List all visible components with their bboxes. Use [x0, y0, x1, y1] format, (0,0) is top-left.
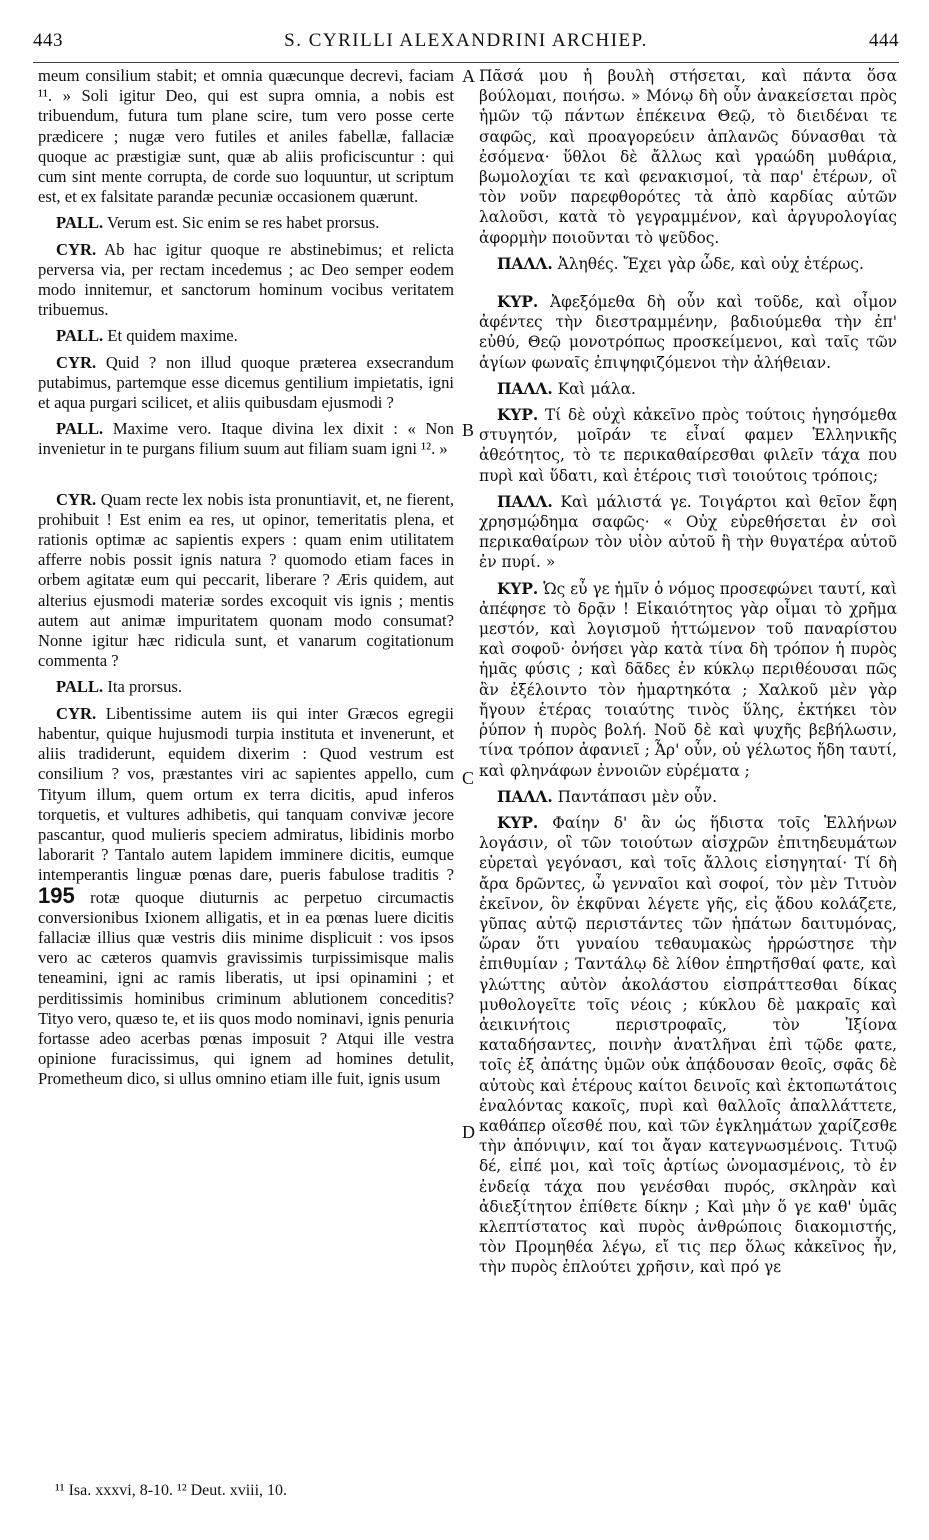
running-header — [33, 30, 899, 60]
paragraph-text: Φαίην δ' ἂν ὡς ἥδιστα τοῖς Ἑλλήνων λογάσιν, οἳ τῶν τοιούτων αἰσχρῶν ἐπιτηδευμάτων εὑρεταὶ γεγόνασι, καὶ τοῖς ἄλλοις εἰσηγηταί· Τί δὴ ἄρα δρῶντες, ὦ γενναῖοι καὶ σοφοί, τὸν μὲν Τιτυὸν ἐκεῖνον, ὃν ἐκφῦναι λέγετε γῆς, εἰς ᾅδου κολάζετε, γῦπας αὐτῷ περιστάντες τῶν ἡπάτων δαιτυμόνας, ὥραν ὅτι γυναίου τεθαυμακὼς ἠρρώστησε τὴν ἐπιθυμίαν ; Ταντάλῳ δὲ λίθον ἐπηρτῆσθαί φατε, καὶ γλώττης αὐτὸν ἀκολάστου εἰσπράττεσθαι δίκας μυθολογεῖτε τοῖς νέοις ; κύκλου δὲ μακραῖς καὶ ἀεικινήτοις περιστροφαῖς, τὸν Ἰξίονα καταδήσαντες, ποινὴν ἀνατλῆναι ἐπὶ τῷδε φατε, τοῖς ἐξ ἀπάτης ὑμῶν οὐκ ἀπᾴδουσαν θεοῖς, σφᾶς δὲ αὐτοὺς καὶ ἑτέρους καίτοι δεινοῖς καὶ ἐκτοπωτάτοις ἐναλόντας κακοῖς, πυρὶ καὶ θαλλοῖς ἀπαλλάττετε, καθάπερ οἴεσθέ που, καὶ τῶν ἐγκλημάτων χαρίζεσθε τὴν ἀπόνιψιν, καί τοι ἄγαν κατεγνωσμένοις. Τιτυῷ δέ, εἰπέ μοι, καὶ τοῖς ἀρτίως ὠνομασμένοις, τὸ ἐν ἐνδείᾳ τάχα που γενέσθαι πυρός, σκληρὰν καὶ ἀδιεξίτητον ἐπίθετε δίκην ; Καὶ μὴν ὅ γε καθ' ὑμᾶς κλεπτίστατος καὶ πυρὸς ἀνθρώποις διακομιστής, τὸν Προμηθέα λέγω, εἴ τις περ ὅλως κἀκεῖνος ἦν, τὴν πυρὸς ἐπλούτει χρῆσιν, καὶ πρό γε — [479, 813, 897, 1277]
speaker-label: ΠΑΛΛ. — [497, 254, 553, 273]
running-title: S. CYRILLI ALEXANDRINI ARCHIEP. — [284, 30, 648, 51]
speaker-label: PALL. — [56, 213, 104, 233]
column-number: 195 — [38, 882, 75, 908]
latin-paragraph — [38, 490, 454, 672]
latin-paragraph — [38, 353, 454, 414]
paragraph-text: Quid ? non illud quoque præterea exsecrandum putabimus, partemque esse dicemus gentilium impietatis, igni et aqua purgari scilicet, et aliis quibusdam ejusmodi ? — [38, 352, 454, 413]
paragraph-text: Τί δὲ οὐχὶ κἀκεῖνο πρὸς τούτοις ἡγησόμεθα στυγητόν, μοῖράν τε εἶναί φαμεν Ἑλληνικῆς ἀθεότητος, τὸ τε περικαθαίρεσθαι φιλεῖν τάχα που πυρὶ καὶ ὕδατι, καὶ ἑτέροις τισὶ τοιούτοις τρόποις; — [479, 406, 897, 485]
latin-paragraph — [38, 704, 454, 1090]
latin-paragraph — [38, 326, 454, 346]
latin-paragraph — [38, 240, 454, 321]
footnotes: ¹¹ Isa. xxxvi, 8-10. ¹² Deut. xviii, 10. — [55, 1482, 288, 1499]
latin-paragraph — [38, 677, 454, 697]
latin-paragraph — [38, 213, 454, 233]
paragraph-text: Καὶ μάλα. — [557, 379, 636, 398]
paragraph-text: Καὶ μάλιστά γε. Τοιγάρτοι καὶ θεῖον ἔφη χρησμῴδημα σαφῶς· « Οὐχ εὑρεθήσεται ἐν σοὶ περικαθαίρων τὸν υἱὸν αὐτοῦ ἢ τὴν θυγατέρα αὐτοῦ ἐν πυρί. » — [479, 492, 897, 572]
greek-paragraph — [479, 405, 897, 486]
paragraph-text: Maxime vero. Itaque divina lex dixit : « Non invenietur in te purgans filium suum aut filiam suam igni ¹². » — [38, 419, 454, 459]
paragraph-text: Παντάπασι μὲν οὖν. — [557, 787, 718, 806]
paragraph-text: Verum est. Sic enim se res habet prorsus. — [107, 213, 380, 233]
speaker-label: CYR. — [56, 489, 97, 509]
greek-paragraph — [479, 292, 897, 373]
speaker-label: CYR. — [56, 703, 97, 723]
greek-paragraph — [479, 787, 897, 807]
latin-paragraph: meum consilium stabit; et omnia quæcunque decrevi, faciam ¹¹. » Soli igitur Deo, qui est supra omnia, a nobis est tribuendum, futura tum plane scire, tum vero posse certe prædicere ; nugæ vero futiles et aniles fabellæ, fallaciæ quoque ac præstigiæ sunt, quæ ab aliis proficiscuntur : qui cum sint mente corrupta, de corde suo loquuntur, ut scriptum est, et ex falsitate parandæ pecuniæ occasionem quærunt. — [38, 66, 454, 207]
header-rule — [33, 62, 899, 63]
paragraph-text: Ab hac igitur quoque re abstinebimus; et relicta perversa via, per rectam incedemus ; ac Deo semper eodem modo innitemur, et sanctorum hominum vocibus veritatem tribuemus. — [38, 239, 454, 320]
speaker-label: CYR. — [56, 352, 97, 372]
greek-column — [479, 66, 897, 1284]
latin-paragraph — [38, 419, 454, 459]
greek-paragraph — [479, 492, 897, 573]
greek-paragraph — [479, 813, 897, 1278]
paragraph-text: rotæ quoque diuturnis ac perpetuo circumactis conversionibus Ixionem alligatis, et in ea pœnas luere dicitis fallaciæ illius quæ vestris diis minime displicuit : vos ipsos vero ac cæteros quamvis gravissimis turpissimisque malis teneamini, igni ac ramis liberatis, ut ipsi opinamini ; et perditissimis hominibus criminum ablutionem conceditis? Tityo vero, quæso te, et iis quos modo nominavi, ignis penuria fortasse adeo acerbas pœnas imposuit ? Atqui ille vestra opinione furacissimus, qui ignem ad homines detulit, Prometheum dico, si ullus omnino etiam ille fuit, ignis usum — [38, 887, 455, 1089]
paragraph-text: Ita prorsus. — [107, 677, 182, 697]
latin-column — [38, 66, 454, 1096]
paragraph-text: Libentissime autem iis qui inter Græcos egregii habentur, quique hujusmodi turpia instituta et invenerunt, et aliis tradiderunt, equidem dixerim : Quod vestrum est consilium ? vos, præstantes viri ac sapientes appello, cum Tityum illum, quem ortum ex terra dicitis, apud inferos torquetis, et vultures adhibetis, qui tanquam convivæ jecore pascantur, quod mulieris speciem admiratus, libidinis morbo laborarit ? Tantalo autem lapidem imminere dicitis, eumque intemperantis linguæ pœnas dare, pueris fabulose traditis ? — [38, 703, 454, 885]
greek-paragraph: Πᾶσά μου ἡ βουλὴ στήσεται, καὶ πάντα ὅσα βούλομαι, ποιήσω. » Μόνῳ δὴ οὖν ἀνακείσεται πρὸς ἡμῶν τῷ πάντων ἐπέκεινα Θεῷ, τὸ διειδέναι τε σαφῶς, καὶ προαγορεύειν ἀπλανῶς δύνασθαι τὰ ἐσόμενα· ὕθλοι δὲ ἄλλως καὶ γραώδη μυθάρια, βωμολοχίαι τε καὶ φενακισμοί, τὰ παρ' ἑτέρων, οἳ τὸν νοῦν παρεφθορότες τὰ ἀπὸ καρδίας αὐτῶν λαλοῦσι, κατὰ τὸ γεγραμμένον, καὶ ἀργυρολογίας ἀφορμὴν ποιοῦνται τὸ ψεῦδος. — [479, 67, 897, 247]
paragraph-text: Ἀφεξόμεθα δὴ οὖν καὶ τοῦδε, καὶ οἶμον ἀφέντες τὴν διεστραμμένην, βαδιούμεθα τὴν ἐπ' εὐθύ, Θεῷ μονοτρόπως προσκείμενοι, καὶ ταῖς τῶν ἁγίων φωναῖς ἐπιψηφιζόμενοι τὴν ἀλήθειαν. — [479, 293, 897, 372]
speaker-label: ΚΥΡ. — [497, 579, 539, 598]
speaker-label: PALL. — [56, 419, 104, 439]
speaker-label: CYR. — [56, 239, 97, 259]
greek-paragraph — [479, 254, 897, 274]
margin-letter-d: D — [462, 1122, 475, 1142]
speaker-label: PALL. — [56, 326, 104, 346]
speaker-label: PALL. — [56, 677, 104, 697]
margin-letter-c: C — [462, 768, 475, 788]
margin-letter-b: B — [462, 420, 475, 440]
page-number-left: 443 — [33, 30, 63, 51]
paragraph-text: Ὡς εὖ γε ἡμῖν ὁ νόμος προσεφώνει ταυτί, καὶ ἀπέφησε τὸ δρᾷν ! Εἰκαιότητος γὰρ οἶμαι τὸ χρῆμα μεστόν, καὶ λογισμοῦ ἡττώμενον τοῦ παναρίστου καὶ σοφοῦ· ὀνήσει γὰρ κατὰ τίνα δὴ τρόπον ἡ πυρὸς ἡμᾶς φύσις ; καὶ δᾶδες ἐν κύκλῳ περιθέουσαι πῶς ἂν ἐξέλοιντο τὸν ἡμαρτηκότα ; Χαλκοῦ μὲν γὰρ ἤγουν ἑτέρας τοιαύτης τινὸς ὕλης, ἐκτήκει τὸν ῥύπον ἡ πυρὸς βολή. Νοῦ δὲ καὶ ψυχῆς βεβήλωσιν, τίνα τρόπον ἀφανιεῖ ; Ἆρ' οὖν, οὐ γέλωτος ἤδη ταυτί, καὶ φληνάφων ἐννοιῶν εὑρέματα ; — [479, 579, 897, 780]
speaker-label: ΠΑΛΛ. — [497, 787, 553, 806]
paragraph-text: Ἀληθές. Ἔχει γὰρ ὧδε, καὶ οὐχ ἑτέρως. — [557, 254, 864, 273]
speaker-label: ΚΥΡ. — [497, 406, 539, 425]
greek-paragraph — [479, 379, 897, 399]
paragraph-text: Quam recte lex nobis ista pronuntiavit, et, ne fierent, prohibuit ! Est enim ea res, ut opinor, temeritatis plena, et rationis optimæ ac sapientis expers : quam enim utilitatem afferre nobis possit ignis natura ? quomodo etiam faces in orbem agitatæ eum qui peccarit, liberare ? Æris quidem, aut alterius ejusmodi materiæ sordes excoquit vis ignis ; mentis autem aut animæ impuritatem quonam modo consumat? Nonne igitur hæc ridicula sunt, et vanarum cogitationum commenta ? — [38, 489, 454, 671]
paragraph-text: Et quidem maxime. — [107, 326, 238, 346]
speaker-label: ΠΑΛΛ. — [497, 379, 553, 398]
speaker-label: ΚΥΡ. — [497, 813, 539, 832]
speaker-label: ΚΥΡ. — [497, 293, 539, 312]
page-number-right: 444 — [868, 30, 899, 51]
margin-letter-a: A — [462, 66, 475, 86]
speaker-label: ΠΑΛΛ. — [497, 492, 553, 511]
greek-paragraph — [479, 579, 897, 781]
